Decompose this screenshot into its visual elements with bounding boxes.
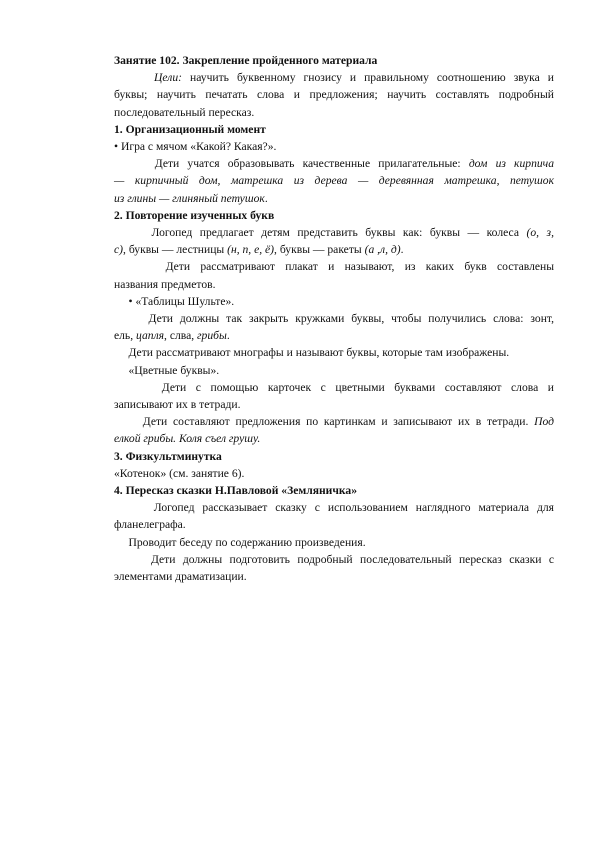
section-4-p1-line-1	[114, 499, 554, 516]
section-4-p1-2: фланелеграфа.	[114, 518, 186, 532]
section-4-p1-1: Логопед рассказывает сказку с использованием наглядного материала для	[153, 501, 554, 515]
section-2-colored-text: «Цветные буквы».	[128, 363, 220, 377]
section-2-p2-line-2	[114, 276, 554, 293]
lesson-title	[114, 52, 554, 69]
section-4-p2	[114, 534, 554, 551]
section-1-text-line-1	[114, 155, 554, 172]
section-2-p6-2: елкой грибы. Коля съел грушу.	[114, 432, 261, 446]
section-1-text-end: .	[264, 191, 268, 205]
section-2-p1-e: (н, п, е, ё)	[227, 243, 275, 257]
section-2-p1-g: (а ,л, д)	[364, 243, 401, 257]
section-2-p1-line-2	[114, 241, 554, 258]
section-1-example-1: дом из кирпича	[468, 157, 554, 171]
section-2-p3-line-1	[114, 310, 554, 327]
section-3-text-value: «Котенок» (см. занятие 6).	[114, 466, 245, 480]
section-3-heading-text: 3. Физкультминутка	[114, 449, 222, 463]
section-2-p3-2b: цапля	[136, 329, 165, 343]
section-2-p4-text: Дети рассматривают мнографы и называют буквы, которые там изображены.	[128, 346, 510, 360]
section-2-colored	[114, 362, 554, 379]
section-2-p5-1: Дети с помощью карточек с цветными буквами составляют слова и	[161, 380, 554, 394]
section-3-heading	[114, 448, 554, 465]
section-2-p1-a: Логопед предлагает детям представить буквы как: буквы — колеса	[151, 226, 527, 240]
goals-line-2	[114, 86, 554, 103]
section-2-p2-line-1	[114, 258, 554, 275]
section-2-p1-f: , буквы — ракеты	[274, 243, 365, 257]
section-2-p6-1a: Дети составляют предложения по картинкам и записывают их в тетради.	[142, 415, 535, 429]
section-4-heading	[114, 482, 554, 499]
section-2-p6-line-2	[114, 430, 554, 447]
section-2-p3-2a: ель,	[114, 329, 137, 343]
section-1-example-3: из глины — глиняный петушок	[114, 191, 265, 205]
section-4-p3-line-1	[114, 551, 554, 568]
lesson-title-text: Занятие 102. Закрепление пройденного материала	[114, 54, 378, 67]
goals-line-1	[114, 69, 554, 86]
goals-text-2: буквы; научить печатать слова и предложения; научить составлять подробный	[114, 88, 554, 102]
goals-text-1: научить буквенному гнозису и правильному соотношению звука и	[182, 71, 554, 85]
section-1-example-2: — кирпичный дом, матрешка из дерева — деревянная матрешка, петушок	[114, 174, 554, 188]
section-2-p1-h: .	[400, 243, 404, 257]
section-4-p3-2: элементами драматизации.	[114, 570, 247, 584]
section-2-p1-b: (о, з,	[526, 226, 554, 240]
section-2-p3-line-2	[114, 327, 554, 344]
section-2-tables-text: • «Таблицы Шульте».	[128, 294, 235, 308]
section-2-tables	[114, 293, 554, 310]
section-2-p5-line-2	[114, 396, 554, 413]
section-1-text-line-3	[114, 190, 554, 207]
section-2-heading-text: 2. Повторение изученных букв	[114, 208, 275, 222]
section-2-p1-d: , буквы — лестницы	[123, 243, 228, 257]
section-1-text-a: Дети учатся образовывать качественные прилагательные:	[154, 157, 469, 171]
section-4-heading-text: 4. Пересказ сказки Н.Павловой «Земляничка»	[114, 484, 358, 498]
goals-text-3: последовательный пересказ.	[114, 105, 255, 119]
section-2-p5-2: записывают их в тетради.	[114, 398, 241, 412]
section-2-p4	[114, 344, 554, 361]
document-page	[114, 52, 554, 585]
section-2-heading	[114, 207, 554, 224]
goals-line-3	[114, 104, 554, 121]
section-1-heading-text: 1. Организационный момент	[114, 122, 266, 136]
section-4-p2-text: Проводит беседу по содержанию произведения.	[128, 535, 366, 549]
goals-label: Цели:	[154, 71, 182, 85]
section-2-p5-line-1	[114, 379, 554, 396]
section-1-game-text: • Игра с мячом «Какой? Какая?».	[114, 140, 277, 154]
section-2-p6-1b: Под	[534, 415, 554, 429]
section-3-text	[114, 465, 554, 482]
section-1-game	[114, 138, 554, 155]
section-1-text-line-2	[114, 172, 554, 189]
section-2-p1-c: с)	[114, 243, 124, 257]
section-2-p2-1: Дети рассматривают плакат и называют, из каких букв составлены	[165, 260, 554, 274]
section-2-p3-2e: .	[226, 329, 230, 343]
section-2-p3-2d: грибы	[197, 329, 227, 343]
section-2-p3-2c: , слва,	[164, 329, 198, 343]
section-4-p3-line-2	[114, 568, 554, 585]
section-1-heading	[114, 121, 554, 138]
section-4-p1-line-2	[114, 516, 554, 533]
section-2-p1-line-1	[114, 224, 554, 241]
section-2-p3-1: Дети должны так закрыть кружками буквы, чтобы получились слова: зонт,	[148, 312, 554, 326]
section-2-p2-2: названия предметов.	[114, 277, 216, 291]
section-4-p3-1: Дети должны подготовить подробный последовательный пересказ сказки с	[150, 552, 554, 566]
section-2-p6-line-1	[114, 413, 554, 430]
